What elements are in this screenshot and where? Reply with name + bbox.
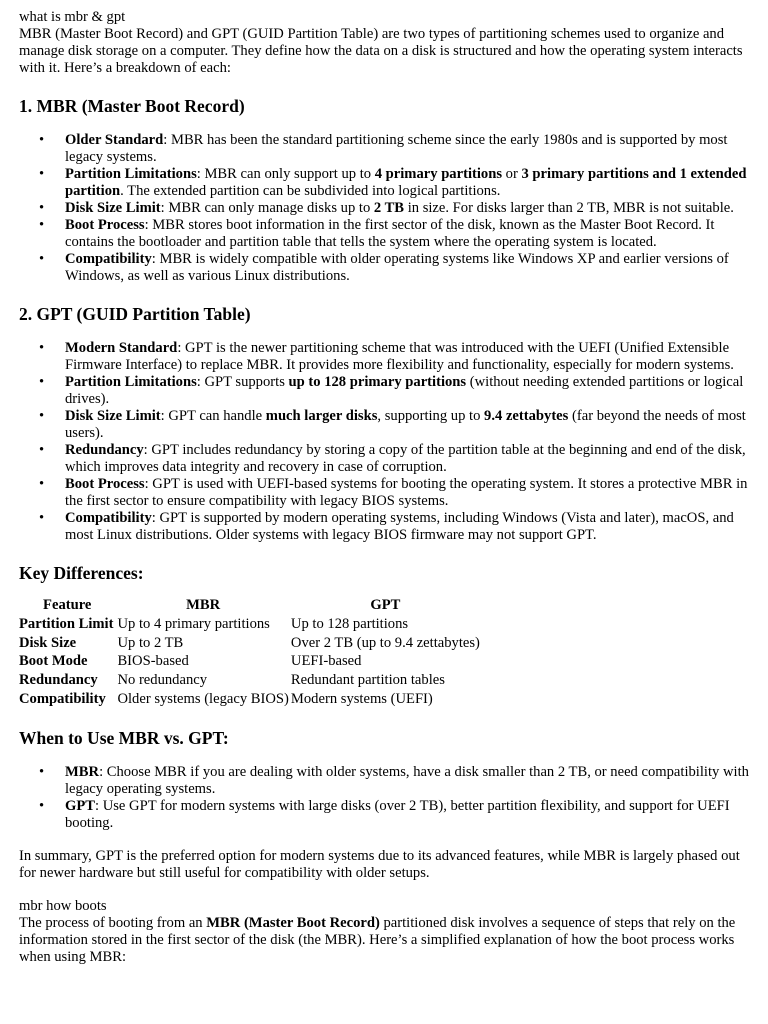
mbr-list (19, 132, 758, 285)
gpt-list-item-bold-text: Partition Limitations (65, 374, 197, 390)
column-header-mbr: MBR (186, 597, 221, 613)
gpt-list-item-bold-text: Boot Process (65, 476, 145, 492)
boot-answer-paragraph-bold-text: MBR (Master Boot Record) (206, 914, 380, 931)
mbr-list-item-text: : MBR has been the standard partitioning scheme since the early 1980s and is supported by most legacy systems. (65, 132, 728, 165)
gpt-list-item (19, 408, 758, 442)
when-to-use-list-item-text: : Choose MBR if you are dealing with older systems, have a disk smaller than 2 TB, or need compatibility with legacy operating systems. (65, 763, 749, 797)
mbr-list-item-text: or (502, 166, 522, 182)
gpt-list (19, 340, 758, 544)
mbr-list-item-bold-text: Boot Process (65, 217, 145, 233)
row-mbr-cell: Up to 4 primary partitions (117, 615, 270, 632)
mbr-list-item-text: : MBR can only manage disks up to (160, 200, 374, 216)
gpt-list-item-text: (far beyond the needs of most users). (65, 408, 746, 441)
gpt-list-item-bold-text: 9.4 zettabytes (484, 408, 569, 424)
gpt-list-item-text: : GPT can handle (160, 408, 266, 424)
summary-paragraph-text: In summary, GPT is the preferred option for modern systems due to its advanced features, while MBR is largely phased out for newer hardware but still useful for compatibility with older setups. (19, 847, 740, 881)
mbr-list-item (19, 217, 758, 251)
table-row (19, 690, 482, 709)
row-mbr-cell: BIOS-based (117, 653, 189, 670)
differences-table (19, 596, 482, 709)
mbr-list-item (19, 200, 758, 217)
mbr-list-item-bold-text: Disk Size Limit (65, 200, 161, 216)
row-gpt-cell: Modern systems (UEFI) (290, 690, 433, 707)
user-question-1: what is mbr & gpt (19, 9, 126, 25)
gpt-list-item-text: : GPT is used with UEFI-based systems for booting the operating system. It stores a protective MBR in the first sector to ensure compatibility with legacy BIOS systems. (65, 476, 748, 509)
gpt-heading: 2. GPT (GUID Partition Table) (19, 304, 251, 324)
when-to-use-list-item-bold-text: MBR (65, 763, 100, 780)
gpt-list-item-bold-text: up to 128 primary partitions (288, 374, 467, 390)
mbr-list-item-text: : MBR stores boot information in the first sector of the disk, known as the Master Boot Record. It contains the bootloader and partition table that tells the system where the operating system is located. (65, 217, 715, 250)
row-feature-cell: Compatibility (19, 690, 106, 707)
gpt-list-item-text: (without needing extended partitions or logical drives). (65, 374, 744, 407)
boot-answer-paragraph-text: partitioned disk involves a sequence of steps that rely on the information stored in the first sector of the disk (the MBR). Here’s a simplified explanation of how the boot process works when using MBR: (19, 914, 736, 965)
gpt-list-item-bold-text: Disk Size Limit (65, 408, 161, 424)
summary-paragraph (19, 848, 758, 882)
mbr-list-item-bold-text: Compatibility (65, 251, 152, 267)
when-to-use-list (19, 764, 758, 832)
gpt-list-item-text: : GPT supports (196, 374, 289, 390)
gpt-list-item-text: : GPT is supported by modern operating systems, including Windows (Vista and later), macOS, and most Linux distributions. Older systems with legacy BIOS firmware may not support GPT. (65, 510, 734, 543)
mbr-list-item-text: . The extended partition can be subdivided into logical partitions. (120, 183, 501, 199)
mbr-heading: 1. MBR (Master Boot Record) (19, 96, 245, 116)
mbr-list-item-text: : MBR is widely compatible with older operating systems like Windows XP and earlier versions of Windows, as well as various Linux distributions. (65, 251, 729, 284)
gpt-list-item-text: : GPT includes redundancy by storing a copy of the partition table at the beginning and end of the disk, which improves data integrity and recovery in case of corruption. (65, 442, 746, 475)
table-row (19, 652, 482, 671)
when-to-use-list-item (19, 798, 758, 832)
row-feature-cell: Partition Limit (19, 615, 114, 632)
gpt-list-item (19, 374, 758, 408)
gpt-list-item-text: , supporting up to (377, 408, 485, 424)
row-gpt-cell: Up to 128 partitions (290, 615, 409, 632)
intro-paragraph-text: MBR (Master Boot Record) and GPT (GUID Partition Table) are two types of partitioning schemes used to organize and manage disk storage on a computer. They define how the data on a disk is structured and how the operating system interacts with it. Here’s a breakdown of each: (19, 26, 743, 76)
mbr-list-item-bold-text: 4 primary partitions (374, 166, 503, 182)
table-row (19, 615, 482, 634)
mbr-list-item-bold-text: 3 primary partitions and 1 extended partition (65, 166, 747, 199)
gpt-list-item (19, 442, 758, 476)
boot-answer-paragraph (19, 915, 758, 966)
mbr-list-item-bold-text: 2 TB (373, 200, 405, 216)
row-mbr-cell: Up to 2 TB (117, 634, 184, 651)
mbr-list-item-text: : MBR can only support up to (196, 166, 375, 182)
mbr-list-item (19, 132, 758, 166)
mbr-list-item-bold-text: Older Standard (65, 132, 164, 148)
row-mbr-cell: Older systems (legacy BIOS) (117, 690, 289, 707)
intro-paragraph (19, 26, 758, 77)
gpt-list-item-bold-text: Modern Standard (65, 340, 178, 356)
boot-answer-paragraph-text: The process of booting from an (19, 914, 207, 931)
column-header-feature: Feature (43, 597, 92, 613)
mbr-list-item (19, 251, 758, 285)
when-to-use-list-item-bold-text: GPT (65, 797, 95, 814)
table-row (19, 671, 482, 690)
row-gpt-cell: Redundant partition tables (290, 672, 445, 689)
when-to-use-list-item (19, 764, 758, 798)
gpt-list-item-bold-text: Compatibility (65, 510, 152, 526)
gpt-list-item-text: : GPT is the newer partitioning scheme that was introduced with the UEFI (Unified Extensible Firmware Interface) to replace MBR. It provides more flexibility and functionality, especially for modern systems. (65, 340, 734, 373)
table-row (19, 634, 482, 653)
when-to-use-heading: When to Use MBR vs. GPT: (19, 727, 229, 748)
user-question-2: mbr how boots (19, 897, 107, 914)
gpt-list-item (19, 510, 758, 544)
row-mbr-cell: No redundancy (117, 672, 208, 689)
section-gap (19, 882, 758, 898)
table-header-row (19, 596, 482, 615)
when-to-use-list-item-text: : Use GPT for modern systems with large disks (over 2 TB), better partition flexibility, and support for UEFI booting. (65, 797, 730, 831)
gpt-list-item-bold-text: Redundancy (65, 442, 144, 458)
row-feature-cell: Redundancy (19, 672, 98, 689)
row-feature-cell: Boot Mode (19, 653, 88, 670)
mbr-list-item (19, 166, 758, 200)
key-differences-heading: Key Differences: (19, 563, 144, 583)
row-gpt-cell: Over 2 TB (up to 9.4 zettabytes) (290, 634, 480, 651)
mbr-list-item-bold-text: Partition Limitations (65, 166, 197, 182)
gpt-list-item-bold-text: much larger disks (265, 408, 378, 424)
row-gpt-cell: UEFI-based (290, 653, 362, 670)
column-header-gpt: GPT (370, 597, 401, 613)
row-feature-cell: Disk Size (19, 634, 77, 651)
gpt-list-item (19, 476, 758, 510)
gpt-list-item (19, 340, 758, 374)
mbr-list-item-text: in size. For disks larger than 2 TB, MBR is not suitable. (404, 200, 734, 216)
